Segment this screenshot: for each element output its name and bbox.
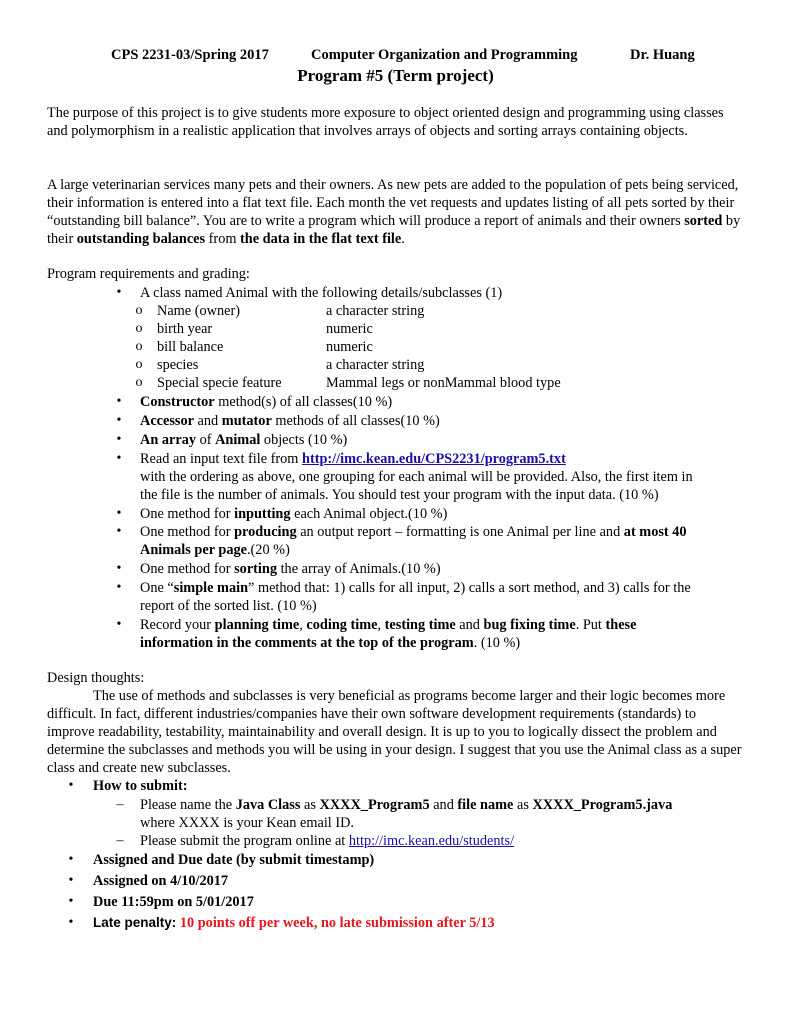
submit-naming: Please name the Java Class as XXXX_Program5 and file name as XXXX_Program5.java xyxy=(140,797,673,813)
circle-bullet-icon: o xyxy=(135,339,143,354)
assigned-date: Assigned on 4/10/2017 xyxy=(93,873,229,889)
design-heading: Design thoughts: xyxy=(47,670,145,686)
due-date: Due 11:59pm on 5/01/2017 xyxy=(93,894,254,910)
bullet-icon: • xyxy=(116,451,122,466)
bullet-icon: • xyxy=(116,394,122,409)
field-type: a character string xyxy=(326,357,425,373)
field-name: species xyxy=(157,357,199,373)
dash-bullet-icon: – xyxy=(116,833,124,848)
assigned-due-heading: Assigned and Due date (by submit timestamp) xyxy=(93,852,375,868)
requirements-heading: Program requirements and grading: xyxy=(47,266,250,282)
req-read-file-line3: the file is the number of animals. You should test your program with the input data. (10 %) xyxy=(140,487,659,503)
bullet-icon: • xyxy=(68,915,74,930)
field-name: bill balance xyxy=(157,339,224,355)
submit-naming-line2: where XXXX is your Kean email ID. xyxy=(140,815,354,831)
submit-online: Please submit the program online at http://imc.kean.edu/students/ xyxy=(140,833,515,849)
circle-bullet-icon: o xyxy=(135,303,143,318)
course-code: CPS 2231-03/Spring 2017 xyxy=(111,47,269,63)
circle-bullet-icon: o xyxy=(135,375,143,390)
scenario-paragraph: A large veterinarian services many pets and their owners. As new pets are added to the population of pets being serviced, their information is entered into a flat text file. Each month the vet requests and updates listing of all pets sorted by their “outstanding bill balance”. You are to write a program which will produce a report of animals and their owners sorted by their outstanding balances from the data in the flat text file. xyxy=(47,177,741,247)
req-main-line2: report of the sorted list. (10 %) xyxy=(140,598,317,614)
req-class-item: A class named Animal with the following details/subclasses (1) xyxy=(140,285,503,301)
bullet-icon: • xyxy=(68,778,74,793)
bullet-icon: • xyxy=(116,524,122,539)
field-type: a character string xyxy=(326,303,425,319)
bullet-icon: • xyxy=(68,894,74,909)
dash-bullet-icon: – xyxy=(116,797,124,812)
intro-paragraph: The purpose of this project is to give students more exposure to object oriented design and programming using classes and polymorphism in a realistic application that involves arrays of objects and sorting arrays containing objects. xyxy=(47,105,724,139)
req-sorting: One method for sorting the array of Animals.(10 %) xyxy=(140,561,441,577)
req-record-line2: information in the comments at the top of the program. (10 %) xyxy=(140,635,521,651)
req-record: Record your planning time, coding time, testing time and bug fixing time. Put these xyxy=(140,617,637,633)
req-read-file: Read an input text file from http://imc.kean.edu/CPS2231/program5.txt xyxy=(140,451,566,467)
bullet-icon: • xyxy=(116,580,122,595)
course-subject: Computer Organization and Programming xyxy=(311,47,578,63)
instructor-name: Dr. Huang xyxy=(630,47,695,63)
circle-bullet-icon: o xyxy=(135,321,143,336)
page-title: Program #5 (Term project) xyxy=(297,66,494,85)
circle-bullet-icon: o xyxy=(135,357,143,372)
bullet-icon: • xyxy=(68,852,74,867)
design-paragraph: The use of methods and subclasses is very beneficial as programs become larger and their logic becomes more difficult. In fact, different industries/companies have their own software development requirements (standards) to improve readability, testability, maintainability and overall design. It is up to you to logically dissect the problem and determine the subclasses and methods you will be using in your design. I suggest that you use the Animal class as a super class and create new subclasses. xyxy=(47,688,742,776)
field-name: birth year xyxy=(157,321,213,337)
bullet-icon: • xyxy=(116,561,122,576)
req-constructor: Constructor method(s) of all classes(10 %) xyxy=(140,394,393,410)
program5-file-link[interactable]: http://imc.kean.edu/CPS2231/program5.txt xyxy=(302,451,566,467)
field-name: Special specie feature xyxy=(157,375,282,391)
req-producing-line2: Animals per page.(20 %) xyxy=(140,542,290,558)
submit-heading: How to submit: xyxy=(93,778,188,794)
bullet-icon: • xyxy=(116,506,122,521)
req-accessor: Accessor and mutator methods of all classes(10 %) xyxy=(140,413,440,429)
bullet-icon: • xyxy=(116,432,122,447)
submit-students-link[interactable]: http://imc.kean.edu/students/ xyxy=(348,833,515,849)
bullet-icon: • xyxy=(116,617,122,632)
req-main: One “simple main” method that: 1) calls for all input, 2) calls a sort method, and 3) calls for the xyxy=(140,580,691,596)
bullet-icon: • xyxy=(116,285,122,300)
bullet-icon: • xyxy=(68,873,74,888)
field-type: Mammal legs or nonMammal blood type xyxy=(326,375,561,391)
req-inputting: One method for inputting each Animal object.(10 %) xyxy=(140,506,448,522)
field-name: Name (owner) xyxy=(157,303,240,319)
late-penalty: Late penalty: 10 points off per week, no late submission after 5/13 xyxy=(93,915,495,931)
req-read-file-line2: with the ordering as above, one grouping for each animal will be provided. Also, the first item in xyxy=(140,469,693,485)
field-type: numeric xyxy=(326,339,373,355)
req-array: An array of Animal objects (10 %) xyxy=(140,432,348,448)
field-type: numeric xyxy=(326,321,373,337)
req-producing: One method for producing an output report – formatting is one Animal per line and at most 40 xyxy=(140,524,687,540)
bullet-icon: • xyxy=(116,413,122,428)
